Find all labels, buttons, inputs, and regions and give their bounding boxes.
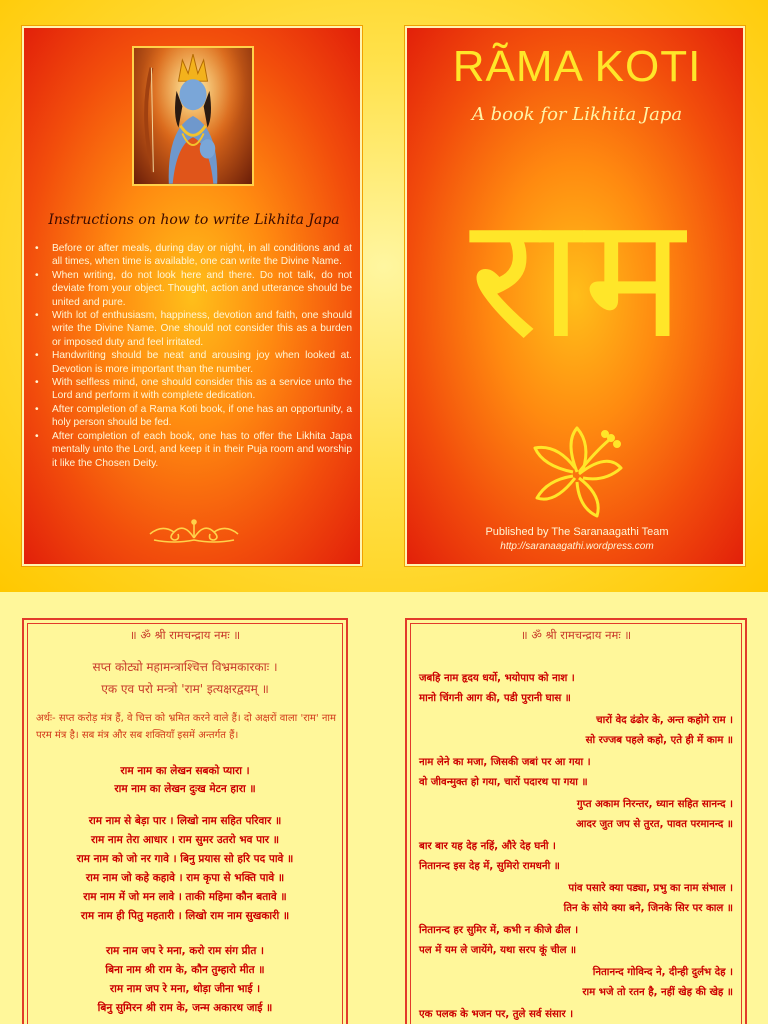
instruction-item: • With selfless mind, one should consider this as a service unto the Lord and perform it with complete dedication.	[52, 376, 352, 403]
verse-line: पांव पसारे क्या पड्या, प्रभु का नाम संभाल ।	[568, 883, 733, 894]
verse-line: राम नाम का लेखन सबको प्यारा ।	[120, 765, 250, 777]
verse-line: राम नाम ही पितु महतारी । लिखो राम नाम सुखकारी ॥	[80, 910, 290, 922]
verse-line: राम नाम जप रे मना, थोड़ा जीना भाई ।	[109, 983, 261, 995]
verse-line: बिना नाम श्री राम के, कौन तुम्हारो मीत ॥	[105, 964, 265, 976]
verse-line: तिन के सोये क्या बने, जिनके सिर पर काल ॥	[563, 903, 733, 914]
verse-line: जबहि नाम हृदय धर्यो, भयोपाप को नाश ।	[419, 673, 575, 684]
instruction-item: • After completion of each book, one has to offer the Likhita Japa mentally unto the Lord, and keep it in their Puja room and worship it like the Chosen Deity.	[52, 430, 352, 470]
instruction-item: • After completion of a Rama Koti book, if one has an opportunity, a holy person should be fed.	[52, 403, 352, 430]
publisher-url[interactable]: http://saranaagathi.wordpress.com	[500, 541, 654, 552]
verse-line: राम नाम जप रे मना, करो राम संग प्रीत ।	[106, 945, 264, 957]
verse-line: राम नाम को जो नर गावे । बिनु प्रयास सो हरि पद पावे ॥	[76, 853, 294, 865]
cover-panel	[405, 26, 745, 566]
instruction-item: • Before or after meals, during day or night, in all conditions and at all times, when time is available, one can write the Divine Name.	[52, 242, 352, 269]
ram-glyph: राम	[469, 179, 685, 377]
right-page	[405, 618, 747, 1024]
publisher-text: Published by The Saranaagathi Team	[485, 526, 669, 538]
instruction-item: • Handwriting should be neat and arousing joy when looked at. Devotion is more important than the number.	[52, 349, 352, 376]
verse-line: राम नाम से बेड़ा पार । लिखो नाम सहित परिवार ॥	[88, 815, 282, 827]
verse-line: बार बार यह देह नहिं, औरे देह घनी ।	[419, 841, 556, 852]
verse-line: सो रज्जब पहले कहो, एते ही में काम ॥	[585, 735, 733, 746]
verse-line: नितानन्द इस देह में, सुमिरो रामधनी ॥	[419, 861, 560, 872]
verse-line: चारों वेद ढंढोर के, अन्त कहोगे राम ।	[596, 715, 733, 726]
instructions-panel	[22, 26, 362, 566]
instruction-item: • With lot of enthusiasm, happiness, devotion and faith, one should write the Divine Name. One should not consider this as a burden or imposed duty and feel irritated.	[52, 309, 352, 349]
cover-subtitle: A book for Likhita Japa	[471, 104, 683, 125]
verse-line: आदर जुत जप से तुरत, पावत परमानन्द ॥	[576, 819, 733, 830]
page-heading: ॥ ॐ श्री रामचन्द्राय नमः ॥	[129, 628, 241, 642]
instruction-item: • When writing, do not look here and there. Do not talk, do not deviate from your object. Thought, action and utterance should be united and pure.	[52, 269, 352, 309]
verse-line: राम नाम में जो मन लावे । ताकी महिमा कौन बतावे ॥	[83, 891, 287, 903]
verse-line: वो जीवन्मुक्त हो गया, चारों पदारथ पा गया ॥	[419, 777, 588, 788]
verse-line: एक पलक के भजन पर, तुले सर्व संसार ।	[419, 1009, 574, 1020]
sanskrit-verse-line: सप्त कोट्यो महामन्त्राश्चित्त विभ्रमकारकाः ।	[92, 660, 278, 674]
instructions-list	[52, 242, 352, 470]
verse-line: मानो चिंगनी आग की, पडी पुरानी घास ॥	[419, 693, 571, 704]
verse-line: राम नाम का लेखन दुःख मेटन हारा ॥	[114, 783, 256, 795]
verse-line: राम नाम तेरा आधार । राम सुमर उतरो भव पार ॥	[90, 834, 280, 846]
instructions-title: Instructions on how to write Likhita Japa	[48, 212, 340, 228]
verse-line: राम भजे तो रतन है, नहीं खेह की खेह ॥	[582, 987, 733, 998]
rama-portrait-icon	[134, 48, 252, 184]
verse-line: बिनु सुमिरन श्री राम के, जन्म अकारथ जाई ॥	[97, 1002, 273, 1014]
hibiscus-flower-icon	[527, 422, 627, 522]
verse-line: राम नाम जो कहे कहावे । राम कृपा से भक्ति पावे ॥	[85, 872, 285, 884]
verse-line: गुप्त अकाम निरन्तर, ध्यान सहित सानन्द ।	[576, 799, 733, 810]
ornament-icon	[144, 516, 244, 546]
deity-image	[132, 46, 254, 186]
sanskrit-verse-line: एक एव परो मन्त्रो 'राम' इत्यक्षरद्वयम् ॥	[101, 682, 269, 696]
cover-title: RÃMA KOTI	[452, 42, 702, 91]
page-heading: ॥ ॐ श्री रामचन्द्राय नमः ॥	[520, 628, 632, 642]
verse-line: नितानन्द गोविन्द ने, दीन्ही दुर्लभ देह ।	[592, 967, 733, 978]
verse-meaning: अर्थः- सप्त करोड़ मंत्र हैं, वे चित्त को भ्रमित करने वाले हैं। दो अक्षरों वाला 'राम' नाम परम मंत्र है। सब मंत्र और सब शक्तियाँ इसमें अन्तर्गत हैं।	[36, 713, 336, 741]
verse-line: नितानन्द हर सुमिर में, कभी न कीजे ढील ।	[419, 925, 579, 936]
verse-line: नाम लेने का मजा, जिसकी जबां पर आ गया ।	[419, 757, 591, 768]
verse-line: पल में यम ले जायेंगे, यथा सरप कूं चील ॥	[419, 945, 577, 956]
left-page	[22, 618, 348, 1024]
